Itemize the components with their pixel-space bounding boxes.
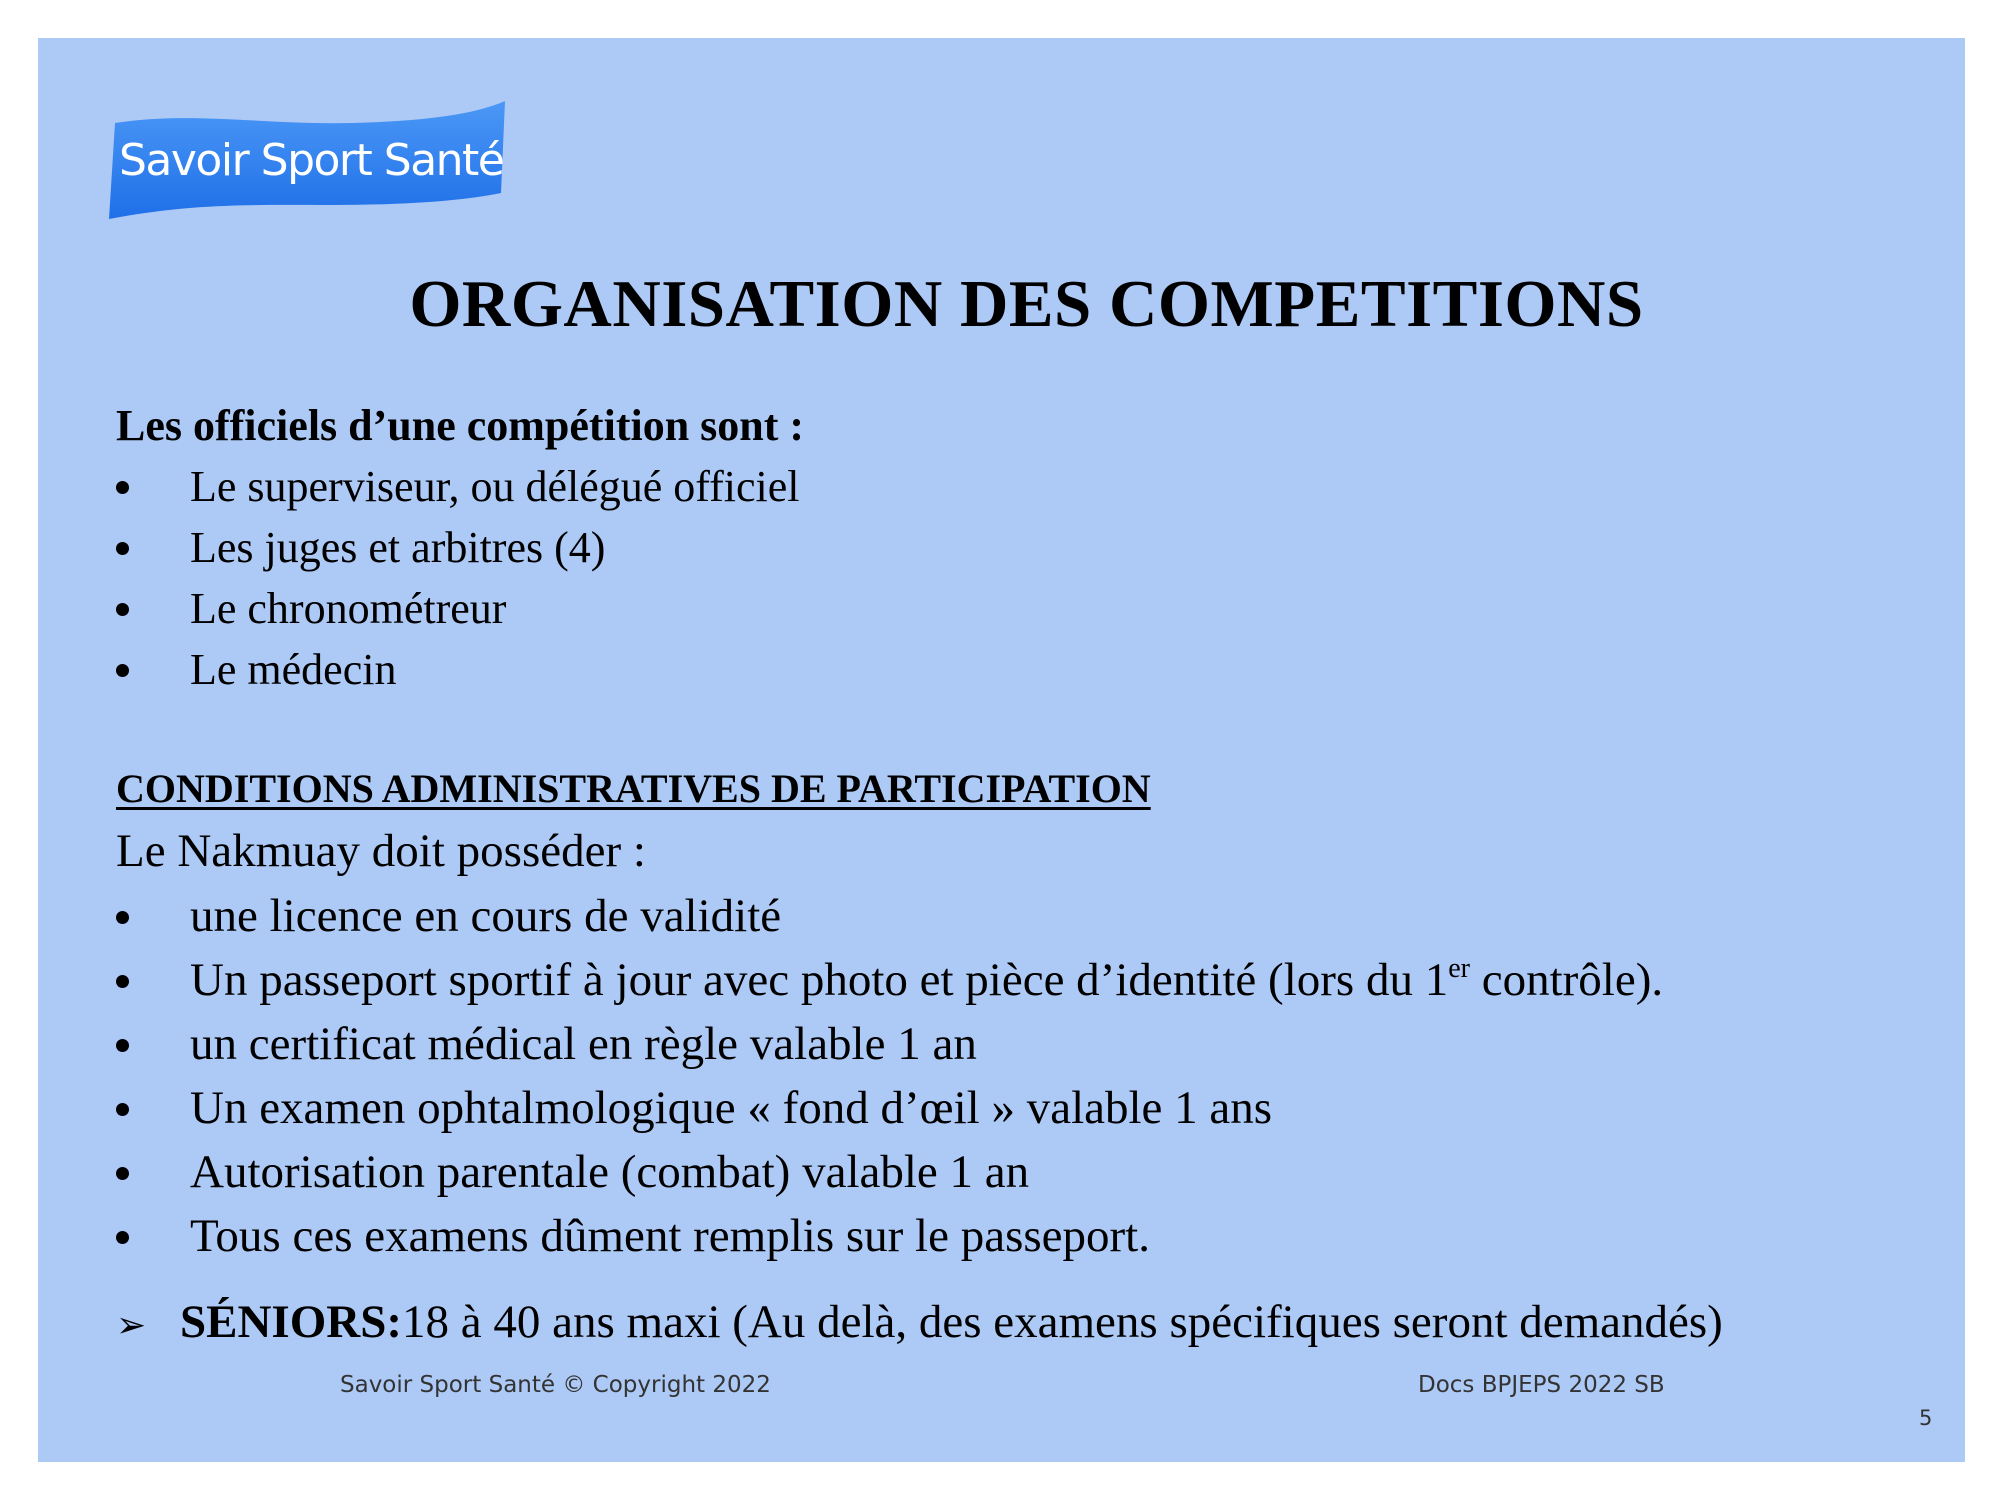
footer-copyright: Savoir Sport Santé © Copyright 2022 <box>340 1372 771 1398</box>
officials-intro: Les officiels d’une compétition sont : <box>116 401 805 450</box>
logo-text: Savoir Sport Santé <box>119 135 504 186</box>
slide <box>38 38 1965 1462</box>
seniors-text: 18 à 40 ans maxi (Au delà, des examens spécifiques seront demandés) <box>402 1296 1723 1348</box>
list-item: Tous ces examens dûment remplis sur le passeport. <box>116 1204 1663 1268</box>
seniors-line <box>116 1295 1723 1349</box>
list-item: Un examen ophtalmologique « fond d’œil » valable 1 ans <box>116 1076 1663 1140</box>
list-item: Le médecin <box>116 639 800 700</box>
bullet-icon <box>116 1231 129 1244</box>
bullet-icon <box>116 1039 129 1052</box>
conditions-lead: Le Nakmuay doit posséder : <box>116 825 646 877</box>
superscript: er <box>1448 953 1470 984</box>
list-item: Les juges et arbitres (4) <box>116 517 800 578</box>
seniors-label: SÉNIORS: <box>180 1296 403 1348</box>
bullet-icon <box>116 975 129 988</box>
conditions-heading: CONDITIONS ADMINISTRATIVES DE PARTICIPATION <box>116 766 1151 811</box>
bullet-icon <box>116 542 129 555</box>
arrow-bullet-icon: ➢ <box>116 1305 147 1346</box>
list-item: Le superviseur, ou délégué officiel <box>116 456 800 517</box>
logo-banner <box>103 101 508 221</box>
bullet-icon <box>116 603 129 616</box>
footer-docs: Docs BPJEPS 2022 SB <box>1418 1372 1665 1398</box>
page-number: 5 <box>1919 1406 1933 1430</box>
page-title: ORGANISATION DES COMPETITIONS <box>409 267 1644 341</box>
bullet-icon <box>116 911 129 924</box>
list-item: Autorisation parentale (combat) valable 1 an <box>116 1140 1663 1204</box>
bullet-icon <box>116 1103 129 1116</box>
bullet-icon <box>116 481 129 494</box>
bullet-icon <box>116 1167 129 1180</box>
bullet-icon <box>116 664 129 677</box>
list-item: un certificat médical en règle valable 1 an <box>116 1012 1663 1076</box>
officials-list <box>116 456 800 700</box>
list-item: Le chronométreur <box>116 578 800 639</box>
list-item: Un passeport sportif à jour avec photo et pièce d’identité (lors du 1er contrôle). <box>116 948 1663 1012</box>
list-item: une licence en cours de validité <box>116 884 1663 948</box>
conditions-list <box>116 884 1663 1268</box>
